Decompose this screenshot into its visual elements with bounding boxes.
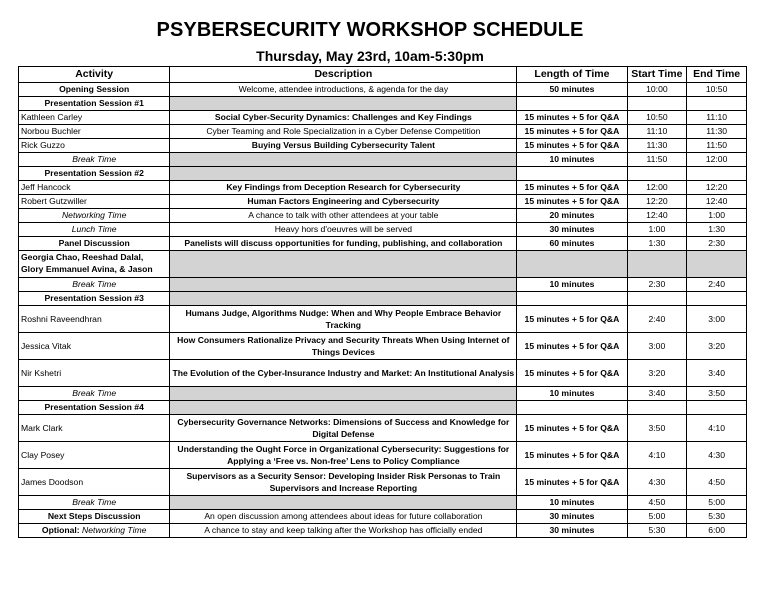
description-cell — [170, 167, 517, 181]
activity-cell: Clay Posey — [19, 442, 170, 469]
start-time-cell: 11:50 — [627, 153, 687, 167]
start-time-cell: 3:50 — [627, 415, 687, 442]
description-cell — [170, 496, 517, 510]
end-time-cell — [687, 292, 747, 306]
length-cell — [517, 167, 627, 181]
page-title: PSYBERSECURITY WORKSHOP SCHEDULE — [156, 19, 584, 41]
description-cell — [170, 278, 517, 292]
end-time-cell: 4:50 — [687, 469, 747, 496]
length-cell: 15 minutes + 5 for Q&A — [517, 360, 627, 387]
length-cell: 15 minutes + 5 for Q&A — [517, 111, 627, 125]
end-time-cell: 1:00 — [687, 209, 747, 223]
table-row — [19, 387, 747, 401]
description-cell — [170, 401, 517, 415]
start-time-cell: 4:10 — [627, 442, 687, 469]
end-time-cell: 12:20 — [687, 181, 747, 195]
schedule-table — [18, 66, 747, 538]
length-cell — [517, 292, 627, 306]
end-time-cell: 5:00 — [687, 496, 747, 510]
activity-cell: Break Time — [19, 153, 170, 167]
table-header-row — [19, 67, 747, 83]
table-row — [19, 125, 747, 139]
table-row — [19, 181, 747, 195]
length-cell: 15 minutes + 5 for Q&A — [517, 333, 627, 360]
length-cell: 15 minutes + 5 for Q&A — [517, 181, 627, 195]
description-cell: How Consumers Rationalize Privacy and Security Threats When Using Internet of Things Devices — [170, 333, 517, 360]
start-time-cell: 1:00 — [627, 223, 687, 237]
activity-cell: Presentation Session #1 — [19, 97, 170, 111]
activity-cell: Lunch Time — [19, 223, 170, 237]
start-time-cell — [627, 251, 687, 278]
length-cell — [517, 401, 627, 415]
table-row — [19, 111, 747, 125]
end-time-cell: 3:50 — [687, 387, 747, 401]
length-cell: 15 minutes + 5 for Q&A — [517, 442, 627, 469]
end-time-cell: 4:10 — [687, 415, 747, 442]
length-cell: 10 minutes — [517, 278, 627, 292]
activity-cell: Break Time — [19, 496, 170, 510]
table-row — [19, 251, 747, 278]
length-cell — [517, 251, 627, 278]
header-description: Description — [170, 67, 517, 83]
description-cell: Panelists will discuss opportunities for funding, publishing, and collaboration — [170, 237, 517, 251]
length-cell: 30 minutes — [517, 524, 627, 538]
length-cell: 10 minutes — [517, 153, 627, 167]
activity-cell: Next Steps Discussion — [19, 510, 170, 524]
table-row — [19, 223, 747, 237]
activity-cell: Georgia Chao, Reeshad Dalal, Glory Emmanuel Avina, & Jason — [19, 251, 170, 278]
description-cell: Social Cyber-Security Dynamics: Challenges and Key Findings — [170, 111, 517, 125]
end-time-cell — [687, 401, 747, 415]
description-cell: A chance to talk with other attendees at your table — [170, 209, 517, 223]
start-time-cell: 10:50 — [627, 111, 687, 125]
activity-cell: Networking Time — [19, 209, 170, 223]
activity-cell: Roshni Raveendhran — [19, 306, 170, 333]
table-row — [19, 333, 747, 360]
activity-cell: Panel Discussion — [19, 237, 170, 251]
activity-cell: Robert Gutzwiller — [19, 195, 170, 209]
activity-cell: Rick Guzzo — [19, 139, 170, 153]
table-row — [19, 360, 747, 387]
start-time-cell: 1:30 — [627, 237, 687, 251]
start-time-cell: 12:20 — [627, 195, 687, 209]
description-cell: Supervisors as a Security Sensor: Developing Insider Risk Personas to Train Supervisors and Increase Reporting — [170, 469, 517, 496]
activity-cell: Kathleen Carley — [19, 111, 170, 125]
header-end-time: End Time — [687, 67, 747, 83]
table-row — [19, 237, 747, 251]
activity-prefix: Optional: — [41, 525, 83, 535]
start-time-cell: 3:00 — [627, 333, 687, 360]
description-cell: Key Findings from Deception Research for Cybersecurity — [170, 181, 517, 195]
activity-cell: Nir Kshetri — [19, 360, 170, 387]
description-cell: Cyber Teaming and Role Specialization in a Cyber Defense Competition — [170, 125, 517, 139]
description-cell — [170, 251, 517, 278]
header-length: Length of Time — [517, 67, 627, 83]
start-time-cell: 3:40 — [627, 387, 687, 401]
end-time-cell: 10:50 — [687, 83, 747, 97]
end-time-cell: 2:30 — [687, 237, 747, 251]
start-time-cell: 3:20 — [627, 360, 687, 387]
description-cell: Buying Versus Building Cybersecurity Talent — [170, 139, 517, 153]
start-time-cell: 5:30 — [627, 524, 687, 538]
end-time-cell: 11:10 — [687, 111, 747, 125]
description-cell: Human Factors Engineering and Cybersecurity — [170, 195, 517, 209]
table-row — [19, 195, 747, 209]
description-cell: Heavy hors d'oeuvres will be served — [170, 223, 517, 237]
activity-cell: Presentation Session #2 — [19, 167, 170, 181]
length-cell: 15 minutes + 5 for Q&A — [517, 469, 627, 496]
activity-cell: Jessica Vitak — [19, 333, 170, 360]
end-time-cell: 2:40 — [687, 278, 747, 292]
start-time-cell: 2:40 — [627, 306, 687, 333]
activity-cell: Jeff Hancock — [19, 181, 170, 195]
activity-cell: Mark Clark — [19, 415, 170, 442]
activity-cell: Break Time — [19, 387, 170, 401]
end-time-cell: 1:30 — [687, 223, 747, 237]
length-cell: 15 minutes + 5 for Q&A — [517, 415, 627, 442]
activity-cell: Presentation Session #4 — [19, 401, 170, 415]
table-row — [19, 524, 747, 538]
table-row — [19, 209, 747, 223]
start-time-cell: 12:00 — [627, 181, 687, 195]
end-time-cell: 6:00 — [687, 524, 747, 538]
start-time-cell: 2:30 — [627, 278, 687, 292]
table-row — [19, 292, 747, 306]
length-cell: 15 minutes + 5 for Q&A — [517, 139, 627, 153]
length-cell: 50 minutes — [517, 83, 627, 97]
length-cell: 15 minutes + 5 for Q&A — [517, 306, 627, 333]
table-row — [19, 415, 747, 442]
description-cell: A chance to stay and keep talking after the Workshop has officially ended — [170, 524, 517, 538]
start-time-cell: 4:30 — [627, 469, 687, 496]
start-time-cell: 10:00 — [627, 83, 687, 97]
table-row — [19, 153, 747, 167]
start-time-cell — [627, 97, 687, 111]
end-time-cell: 11:50 — [687, 139, 747, 153]
end-time-cell: 12:40 — [687, 195, 747, 209]
table-row — [19, 139, 747, 153]
start-time-cell: 12:40 — [627, 209, 687, 223]
description-cell: The Evolution of the Cyber-Insurance Industry and Market: An Institutional Analysis — [170, 360, 517, 387]
length-cell — [517, 97, 627, 111]
end-time-cell: 4:30 — [687, 442, 747, 469]
table-row — [19, 167, 747, 181]
length-cell: 10 minutes — [517, 387, 627, 401]
start-time-cell: 11:30 — [627, 139, 687, 153]
start-time-cell: 11:10 — [627, 125, 687, 139]
description-cell — [170, 153, 517, 167]
table-row — [19, 401, 747, 415]
description-cell: Cybersecurity Governance Networks: Dimensions of Success and Knowledge for Digital Defense — [170, 415, 517, 442]
end-time-cell: 3:20 — [687, 333, 747, 360]
activity-cell — [19, 524, 170, 538]
end-time-cell — [687, 97, 747, 111]
activity-cell: James Doodson — [19, 469, 170, 496]
start-time-cell: 4:50 — [627, 496, 687, 510]
activity-cell: Norbou Buchler — [19, 125, 170, 139]
end-time-cell: 12:00 — [687, 153, 747, 167]
header-activity: Activity — [19, 67, 170, 83]
table-row — [19, 278, 747, 292]
page-subtitle: Thursday, May 23rd, 10am-5:30pm — [256, 48, 484, 64]
description-cell: Understanding the Ought Force in Organizational Cybersecurity: Suggestions for Applying a ‘Free vs. Non-free’ Lens to Policy Compliance — [170, 442, 517, 469]
activity-cell: Opening Session — [19, 83, 170, 97]
description-cell — [170, 97, 517, 111]
end-time-cell — [687, 251, 747, 278]
start-time-cell — [627, 167, 687, 181]
table-row — [19, 83, 747, 97]
table-row — [19, 97, 747, 111]
length-cell: 30 minutes — [517, 223, 627, 237]
activity-cell: Presentation Session #3 — [19, 292, 170, 306]
length-cell: 15 minutes + 5 for Q&A — [517, 125, 627, 139]
end-time-cell: 3:40 — [687, 360, 747, 387]
description-cell — [170, 387, 517, 401]
end-time-cell — [687, 167, 747, 181]
length-cell: 30 minutes — [517, 510, 627, 524]
description-cell: An open discussion among attendees about ideas for future collaboration — [170, 510, 517, 524]
table-row — [19, 469, 747, 496]
table-row — [19, 510, 747, 524]
end-time-cell: 3:00 — [687, 306, 747, 333]
table-row — [19, 306, 747, 333]
end-time-cell: 5:30 — [687, 510, 747, 524]
start-time-cell — [627, 401, 687, 415]
length-cell: 10 minutes — [517, 496, 627, 510]
table-row — [19, 442, 747, 469]
description-cell — [170, 292, 517, 306]
description-cell: Welcome, attendee introductions, & agenda for the day — [170, 83, 517, 97]
description-cell: Humans Judge, Algorithms Nudge: When and Why People Embrace Behavior Tracking — [170, 306, 517, 333]
start-time-cell — [627, 292, 687, 306]
activity-cell: Break Time — [19, 278, 170, 292]
activity-label: Networking Time — [82, 525, 147, 535]
length-cell: 20 minutes — [517, 209, 627, 223]
start-time-cell: 5:00 — [627, 510, 687, 524]
table-row — [19, 496, 747, 510]
header-start-time: Start Time — [627, 67, 687, 83]
length-cell: 15 minutes + 5 for Q&A — [517, 195, 627, 209]
length-cell: 60 minutes — [517, 237, 627, 251]
end-time-cell: 11:30 — [687, 125, 747, 139]
